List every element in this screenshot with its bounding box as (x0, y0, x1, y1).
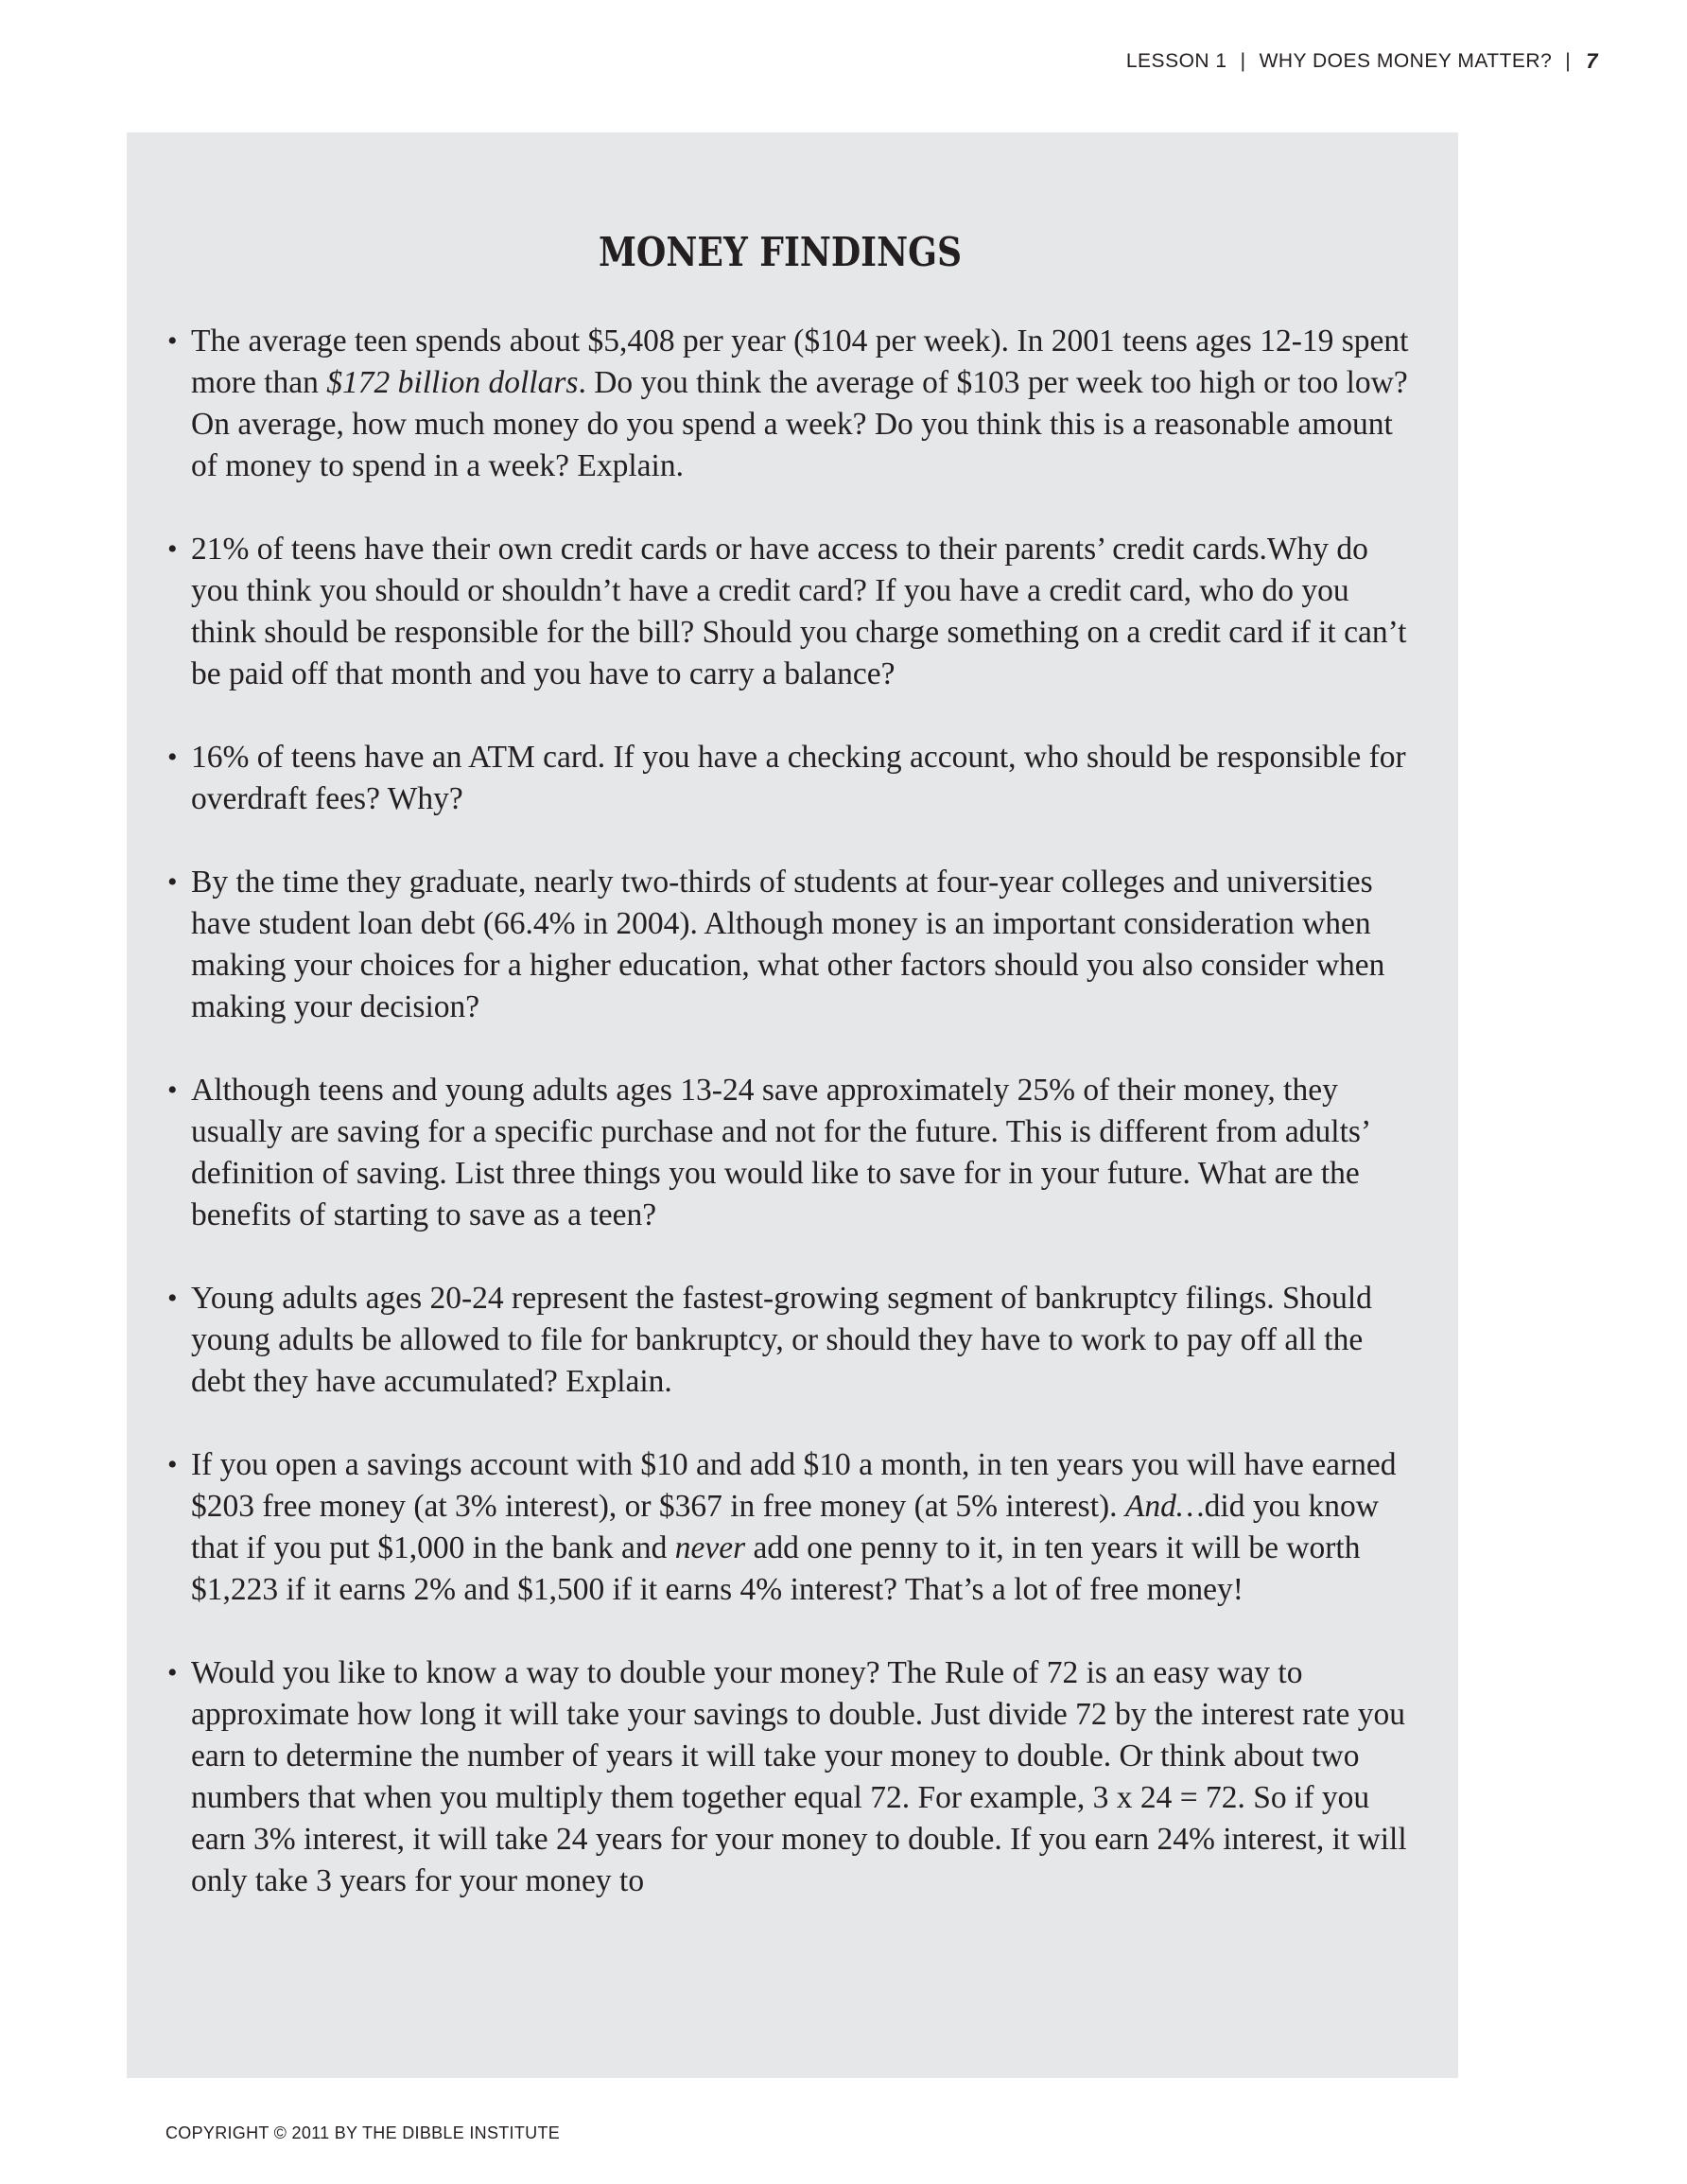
finding-item (164, 529, 1412, 695)
bullet-icon: • (167, 1449, 178, 1480)
bullet-icon: • (167, 1283, 178, 1314)
bullet-icon: • (167, 742, 178, 773)
finding-text: did you know that if you put $1,000 in the bank and (191, 1489, 1379, 1565)
finding-text: The average teen spends about $5,408 per year ($104 per week). In 2001 teens ages 12-19 spent more than (191, 323, 1409, 400)
findings-list (164, 321, 1412, 1944)
finding-item (164, 1278, 1412, 1403)
panel-title: MONEY FINDINGS (598, 229, 963, 275)
lesson-label: LESSON 1 (1125, 50, 1227, 72)
finding-text: Young adults ages 20-24 represent the fastest-growing segment of bankruptcy filings. Should young adults be allowed to file for bankruptcy, or should they have to work to pay off all the debt they have accumulated? Explain. (191, 1281, 1372, 1399)
finding-item (164, 1070, 1412, 1236)
finding-text: . Do you think the average of $103 per week too high or too low? On average, how much money do you spend a week? Do you think this is a reasonable amount of money to spend in a week? Explain. (191, 365, 1408, 483)
finding-text: Would you like to know a way to double your money? The Rule of 72 is an easy way to approximate how long it will take your savings to double. Just divide 72 by the interest rate you earn to determine the number of years it will take your money to double. Or think about two numbers that when you multiply them together equal 72. For example, 3 x 24 = 72. So if you earn 3% interest, it will take 24 years for your money to double. If you earn 24% interest, it will only take 3 years for your money to (191, 1655, 1407, 1898)
page-number: 7 (1586, 49, 1598, 73)
finding-text: 16% of teens have an ATM card. If you have a checking account, who should be responsible for overdraft fees? Why? (191, 740, 1406, 816)
bullet-icon: • (167, 866, 178, 898)
finding-emphasis: never (674, 1530, 746, 1565)
header-separator: | (1240, 50, 1246, 72)
finding-item (164, 321, 1412, 487)
finding-item (164, 862, 1412, 1028)
copyright-footer: COPYRIGHT © 2011 BY THE DIBBLE INSTITUTE (165, 2123, 561, 2142)
finding-emphasis: $172 billion dollars (326, 365, 579, 400)
finding-item (164, 1444, 1412, 1611)
finding-text: add one penny to it, in ten years it will be worth $1,223 if it earns 2% and $1,500 if it earns 4% interest? That’s a lot of free money! (191, 1530, 1361, 1607)
finding-text: If you open a savings account with $10 and add $10 a month, in ten years you will have earned $203 free money (at 3% interest), or $367 in free money (at 5% interest). (191, 1447, 1397, 1524)
header-separator-2: | (1565, 50, 1572, 72)
finding-item (164, 737, 1412, 820)
finding-emphasis: And… (1124, 1489, 1205, 1524)
running-header (1126, 47, 1598, 76)
bullet-icon: • (167, 1657, 178, 1688)
finding-text: By the time they graduate, nearly two-thirds of students at four-year colleges and universities have student loan debt (66.4% in 2004). Although money is an important consideration when making your choices for a higher education, what other factors should you also consider when making your decision? (191, 865, 1385, 1024)
lesson-title: WHY DOES MONEY MATTER? (1259, 50, 1553, 72)
bullet-icon: • (167, 325, 178, 357)
finding-text: 21% of teens have their own credit cards or have access to their parents’ credit cards.Why do you think you should or shouldn’t have a credit card? If you have a credit card, who do you think should be responsible for the bill? Should you charge something on a credit card if it can’t be paid off that month and you have to carry a balance? (191, 532, 1407, 691)
bullet-icon: • (167, 1075, 178, 1106)
finding-item (164, 1652, 1412, 1902)
finding-text: Although teens and young adults ages 13-24 save approximately 25% of their money, they usually are saving for a specific purchase and not for the future. This is different from adults’ definition of saving. List three things you would like to save for in your future. What are the benefits of starting to save as a teen? (191, 1073, 1369, 1232)
bullet-icon: • (167, 533, 178, 565)
